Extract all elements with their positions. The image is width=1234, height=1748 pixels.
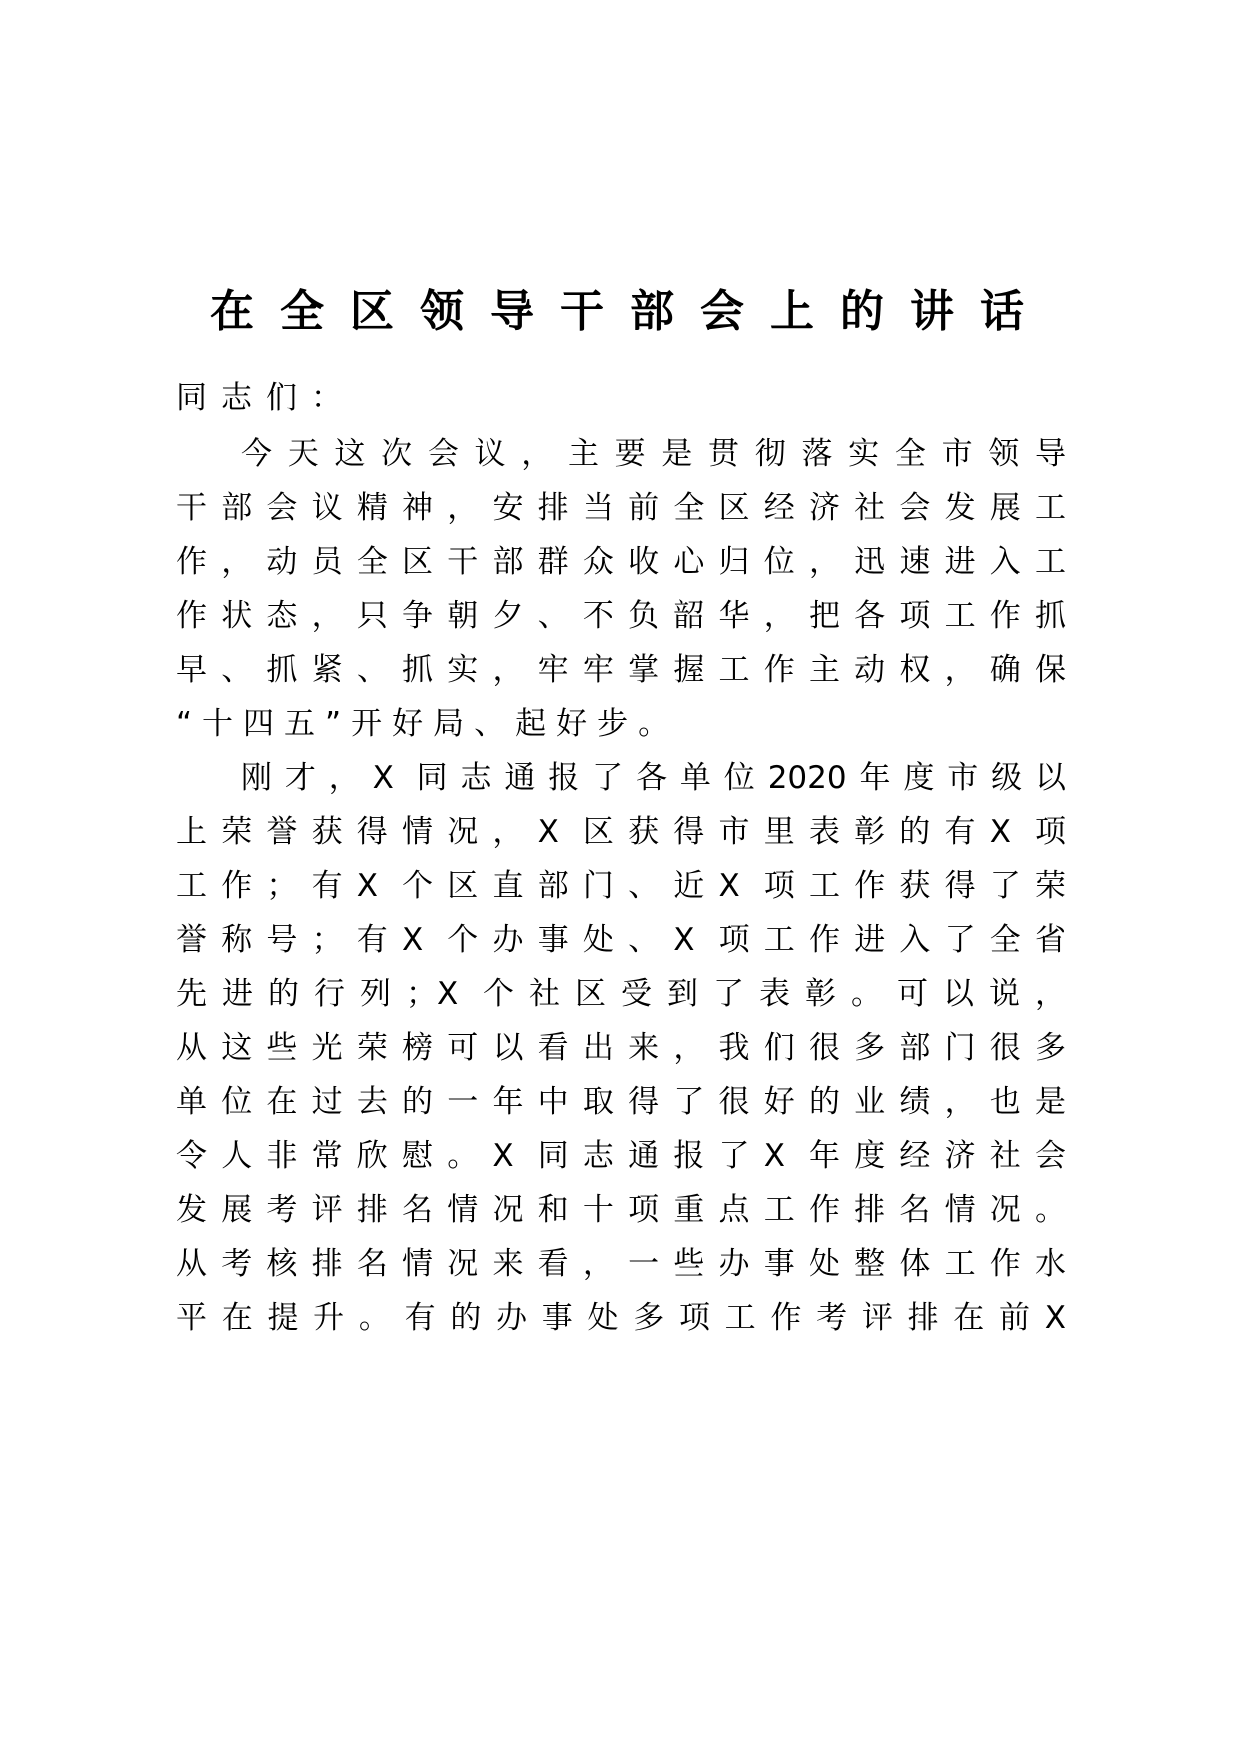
paragraph-line: 刚才，X 同志通报了各单位2020年度市级以 bbox=[241, 760, 1066, 796]
paragraph-line: 干部会议精神，安排当前全区经济社会发展工 bbox=[176, 490, 1066, 526]
greeting: 同志们： bbox=[176, 380, 356, 416]
paragraph-line: 今天这次会议，主要是贯彻落实全市领导 bbox=[241, 436, 1066, 472]
paragraph-line: 早、抓紧、抓实，牢牢掌握工作主动权，确保 bbox=[176, 652, 1066, 688]
document-title: 在全区领导干部会上的讲话 bbox=[210, 286, 1050, 337]
paragraph-line: 作，动员全区干部群众收心归位，迅速进入工 bbox=[176, 544, 1066, 580]
paragraph-line: 工作；有X 个区直部门、近X 项工作获得了荣 bbox=[176, 868, 1066, 904]
paragraph-line: 从这些光荣榜可以看出来，我们很多部门很多 bbox=[176, 1030, 1066, 1066]
paragraph-line: 发展考评排名情况和十项重点工作排名情况。 bbox=[176, 1192, 1066, 1228]
paragraph-line: 作状态，只争朝夕、不负韶华，把各项工作抓 bbox=[176, 598, 1066, 634]
paragraph-line: 上荣誉获得情况，X 区获得市里表彰的有X 项 bbox=[176, 814, 1066, 850]
paragraph-line: 从考核排名情况来看，一些办事处整体工作水 bbox=[176, 1246, 1066, 1282]
paragraph-line: 平在提升。有的办事处多项工作考评排在前X bbox=[176, 1300, 1066, 1336]
paragraph-line: “十四五”开好局、起好步。 bbox=[176, 706, 680, 742]
paragraph-line: 誉称号；有X 个办事处、X 项工作进入了全省 bbox=[176, 922, 1066, 958]
paragraph-line: 单位在过去的一年中取得了很好的业绩，也是 bbox=[176, 1084, 1066, 1120]
paragraph-line: 令人非常欣慰。X 同志通报了X 年度经济社会 bbox=[176, 1138, 1066, 1174]
paragraph-line: 先进的行列；X 个社区受到了表彰。可以说， bbox=[176, 976, 1066, 1012]
